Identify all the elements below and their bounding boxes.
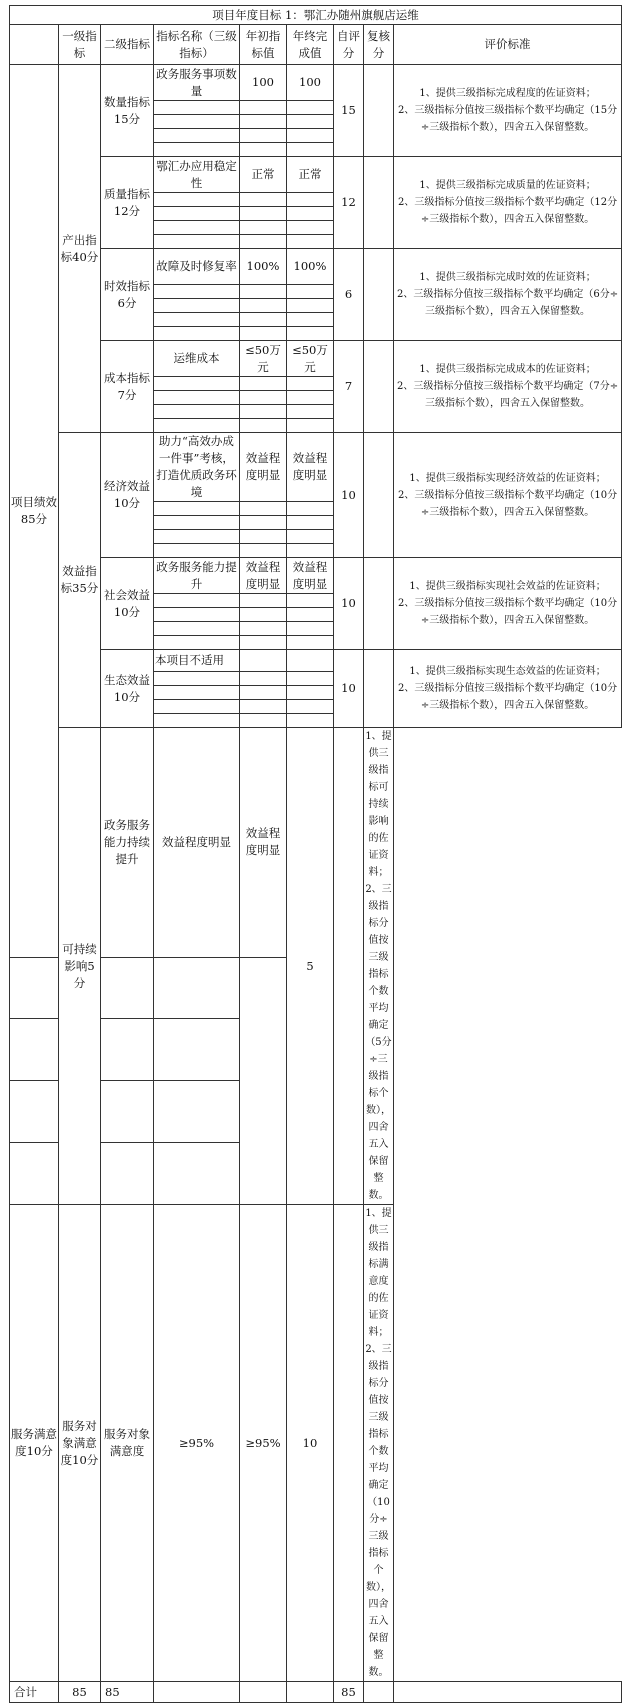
total-level1: 85 (59, 1682, 101, 1703)
final-sustainable: 效益程度明显 (240, 728, 287, 958)
table-row (10, 433, 622, 502)
criteria-line: 1、提供三级指标可持续影响的佐证资料； (365, 731, 392, 878)
header-name: 指标名称（三级指标） (154, 25, 240, 65)
criteria-line: 2、三级指标分值按三级指标个数平均确定（10分÷三级指标个数），四舍五入保留整数。 (365, 1344, 392, 1678)
criteria-satisfaction (364, 1205, 394, 1682)
initial-quality: 正常 (240, 157, 287, 193)
header-review-score: 复核分 (364, 25, 394, 65)
table-row (10, 249, 622, 285)
total-empty-cell (154, 1682, 240, 1703)
header-self-score: 自评分 (334, 25, 364, 65)
table-row (10, 728, 622, 958)
criteria-line: 1、提供三级指标实现社会效益的佐证资料； (409, 581, 606, 592)
level2-cost: 成本指标7分 (101, 341, 154, 433)
total-empty-cell (240, 1682, 287, 1703)
level2-timeliness: 时效指标6分 (101, 249, 154, 341)
name-social: 政务服务能力提升 (154, 558, 240, 594)
initial-sustainable: 效益程度明显 (154, 728, 240, 958)
criteria-line: 2、三级指标分值按三级指标个数平均确定（12分÷三级指标个数），四舍五入保留整数。 (398, 197, 618, 225)
criteria-line: 2、三级指标分值按三级指标个数平均确定（15分÷三级指标个数），四舍五入保留整数。 (398, 105, 618, 133)
review-ecological (364, 650, 394, 728)
header-level1: 一级指标 (59, 25, 101, 65)
level2-economic: 经济效益10分 (101, 433, 154, 558)
final-cost: ≤50万元 (287, 341, 334, 377)
level2-social: 社会效益10分 (101, 558, 154, 650)
name-quantity: 政务服务事项数量 (154, 65, 240, 101)
benefit-indicator-label: 效益指标35分 (59, 433, 101, 728)
score-quality: 12 (334, 157, 364, 249)
table-row (10, 1205, 622, 1682)
final-timeliness: 100% (287, 249, 334, 285)
review-satisfaction (334, 1205, 364, 1682)
total-score: 85 (334, 1682, 364, 1703)
initial-timeliness: 100% (240, 249, 287, 285)
table-row (10, 558, 622, 594)
criteria-line: 1、提供三级指标完成质量的佐证资料； (419, 180, 596, 191)
criteria-line: 2、三级指标分值按三级指标个数平均确定（10分÷三级指标个数），四舍五入保留整数。 (398, 489, 618, 518)
initial-quantity: 100 (240, 65, 287, 101)
initial-social: 效益程度明显 (240, 558, 287, 594)
total-row (10, 1682, 622, 1703)
level2-sustainable: 可持续影响5分 (59, 728, 101, 1205)
criteria-sustainable (364, 728, 394, 1205)
name-ecological: 本项目不适用 (154, 650, 240, 672)
score-ecological: 10 (334, 650, 364, 728)
header-criteria: 评价标准 (394, 25, 622, 65)
score-sustainable: 5 (287, 728, 334, 1205)
criteria-quality (394, 157, 622, 249)
level2-satisfaction: 服务对象满意度10分 (59, 1205, 101, 1682)
review-social (364, 558, 394, 650)
criteria-line: 2、三级指标分值按三级指标个数平均确定（7分÷三级指标个数），四舍五入保留整数。 (396, 381, 619, 409)
final-quality: 正常 (287, 157, 334, 193)
output-indicator-label: 产出指标40分 (59, 65, 101, 433)
criteria-cost (394, 341, 622, 433)
criteria-economic (394, 433, 622, 558)
criteria-line: 2、三级指标分值按三级指标个数平均确定（5分÷三级指标个数），四舍五入保留整数。 (365, 884, 392, 1201)
initial-ecological (240, 650, 287, 672)
final-economic: 效益程度明显 (287, 433, 334, 502)
level2-quantity: 数量指标15分 (101, 65, 154, 157)
review-cost (364, 341, 394, 433)
table-title: 项目年度目标 1：鄂汇办随州旗舰店运维 (10, 6, 622, 25)
final-ecological (287, 650, 334, 672)
name-cost: 运维成本 (154, 341, 240, 377)
total-empty-cell (364, 1682, 394, 1703)
criteria-line: 1、提供三级指标实现生态效益的佐证资料； (409, 666, 606, 677)
score-economic: 10 (334, 433, 364, 558)
total-label: 合计 (10, 1682, 59, 1703)
name-timeliness: 故障及时修复率 (154, 249, 240, 285)
header-level2: 二级指标 (101, 25, 154, 65)
review-quality (364, 157, 394, 249)
total-empty-cell (287, 1682, 334, 1703)
criteria-timeliness (394, 249, 622, 341)
total-level2: 85 (101, 1682, 154, 1703)
review-economic (364, 433, 394, 558)
header-final: 年终完成值 (287, 25, 334, 65)
criteria-line: 2、三级指标分值按三级指标个数平均确定（10分÷三级指标个数），四舍五入保留整数。 (398, 598, 618, 626)
header-empty-cell (10, 25, 59, 65)
table-row (10, 650, 622, 672)
name-quality: 鄂汇办应用稳定性 (154, 157, 240, 193)
criteria-line: 1、提供三级指标完成时效的佐证资料； (419, 272, 596, 283)
score-timeliness: 6 (334, 249, 364, 341)
review-quantity (364, 65, 394, 157)
score-quantity: 15 (334, 65, 364, 157)
criteria-line: 1、提供三级指标满意度的佐证资料； (365, 1208, 392, 1338)
score-satisfaction: 10 (287, 1205, 334, 1682)
initial-cost: ≤50万元 (240, 341, 287, 377)
final-quantity: 100 (287, 65, 334, 101)
final-satisfaction: ≥95% (240, 1205, 287, 1682)
criteria-line: 2、三级指标分值按三级指标个数平均确定（10分÷三级指标个数），四舍五入保留整数。 (398, 683, 618, 711)
criteria-quantity (394, 65, 622, 157)
level2-quality: 质量指标12分 (101, 157, 154, 249)
satisfaction-indicator-label: 服务满意度10分 (10, 1205, 59, 1682)
table-row (10, 157, 622, 193)
score-social: 10 (334, 558, 364, 650)
performance-evaluation-table (9, 5, 622, 1703)
final-social: 效益程度明显 (287, 558, 334, 594)
criteria-line: 1、提供三级指标实现经济效益的佐证资料； (409, 472, 606, 484)
criteria-line: 1、提供三级指标完成程度的佐证资料； (419, 88, 596, 99)
name-economic: 助力“高效办成一件事”考核，打造优质政务环境 (154, 433, 240, 502)
header-initial: 年初指标值 (240, 25, 287, 65)
name-sustainable: 政务服务能力持续提升 (101, 728, 154, 958)
initial-satisfaction: ≥95% (154, 1205, 240, 1682)
total-empty-cell (394, 1682, 622, 1703)
level2-ecological: 生态效益10分 (101, 650, 154, 728)
project-performance-label: 项目绩效85分 (10, 65, 59, 958)
criteria-social (394, 558, 622, 650)
score-cost: 7 (334, 341, 364, 433)
criteria-line: 2、三级指标分值按三级指标个数平均确定（6分÷三级指标个数），四舍五入保留整数。 (396, 289, 619, 317)
criteria-line: 1、提供三级指标完成成本的佐证资料； (419, 364, 596, 375)
name-satisfaction: 服务对象满意度 (101, 1205, 154, 1682)
header-row (10, 25, 622, 65)
table-row (10, 341, 622, 377)
initial-economic: 效益程度明显 (240, 433, 287, 502)
review-sustainable (334, 728, 364, 1205)
criteria-ecological (394, 650, 622, 728)
table-row (10, 65, 622, 101)
review-timeliness (364, 249, 394, 341)
